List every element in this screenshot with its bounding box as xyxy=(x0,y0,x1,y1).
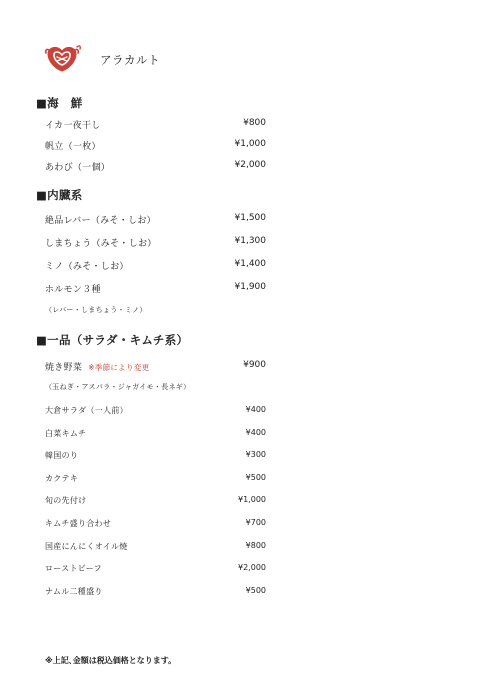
menu-item-name: ホルモン３種 xyxy=(45,285,101,295)
menu-item-name: カクテキ xyxy=(45,474,79,483)
menu-item-price: ¥1,500 xyxy=(234,213,266,223)
section-title-seafood: ■海 鮮 xyxy=(36,96,83,110)
menu-item-name: 絶品レバー（みそ・しお） xyxy=(45,216,156,226)
menu-item-name: 帆立（一枚） xyxy=(45,142,101,152)
menu-item-name: キムチ盛り合わせ xyxy=(45,519,112,528)
menu-item-price: ¥500 xyxy=(245,586,266,595)
menu-item-name: 国産にんにくオイル焼 xyxy=(45,542,128,551)
knot-crest-icon xyxy=(44,42,82,74)
menu-item-name: ナムル二種盛り xyxy=(45,587,103,596)
menu-item-price: ¥1,400 xyxy=(234,259,266,269)
section-title-offal: ■内臓系 xyxy=(36,188,83,202)
menu-item-price: ¥400 xyxy=(245,428,266,437)
menu-item-name: 旬の先付け xyxy=(45,496,87,505)
menu-item-name: イカ一夜干し xyxy=(45,121,101,131)
menu-item-name: ローストビーフ xyxy=(45,564,102,573)
menu-item-price: ¥800 xyxy=(245,541,266,550)
menu-item-price: ¥400 xyxy=(245,405,266,414)
item-sub-note: （レバー・しまちょう・ミノ） xyxy=(45,306,147,314)
menu-item-price: ¥1,300 xyxy=(234,236,266,246)
menu-item-price: ¥1,000 xyxy=(234,139,266,149)
menu-item-name: 大倉サラダ（一人前） xyxy=(45,406,128,415)
menu-item-price: ¥1,900 xyxy=(234,282,266,292)
menu-item-price: ¥700 xyxy=(245,518,266,527)
menu-item-price: ¥2,000 xyxy=(238,563,266,572)
menu-item-name: 韓国のり xyxy=(45,451,79,460)
menu-item-price: ¥2,000 xyxy=(234,160,266,170)
menu-item-name: しまちょう（みそ・しお） xyxy=(45,239,157,249)
page-title: アラカルト xyxy=(100,53,160,67)
menu-item-price: ¥900 xyxy=(243,360,266,370)
menu-item-name: ミノ（みそ・しお） xyxy=(45,262,129,272)
item-sub-note: （玉ねぎ・アスパラ・ジャガイモ・長ネギ） xyxy=(45,383,191,391)
tax-note: ※上記､金額は税込価格となります。 xyxy=(45,656,177,665)
menu-item-label: 焼き野菜 xyxy=(45,363,83,373)
seasonal-note: ※季節により変更 xyxy=(88,363,150,372)
menu-item-name xyxy=(45,360,149,373)
menu-item-price: ¥500 xyxy=(245,473,266,482)
logo xyxy=(44,42,82,74)
section-title-side-dishes: ■一品（サラダ・キムチ系） xyxy=(36,333,189,347)
menu-item-price: ¥1,000 xyxy=(238,495,266,504)
menu-item-name: 白菜キムチ xyxy=(45,429,87,438)
menu-item-name: あわび（一個） xyxy=(45,163,111,173)
menu-item-price: ¥800 xyxy=(243,118,266,128)
menu-item-price: ¥300 xyxy=(245,450,266,459)
